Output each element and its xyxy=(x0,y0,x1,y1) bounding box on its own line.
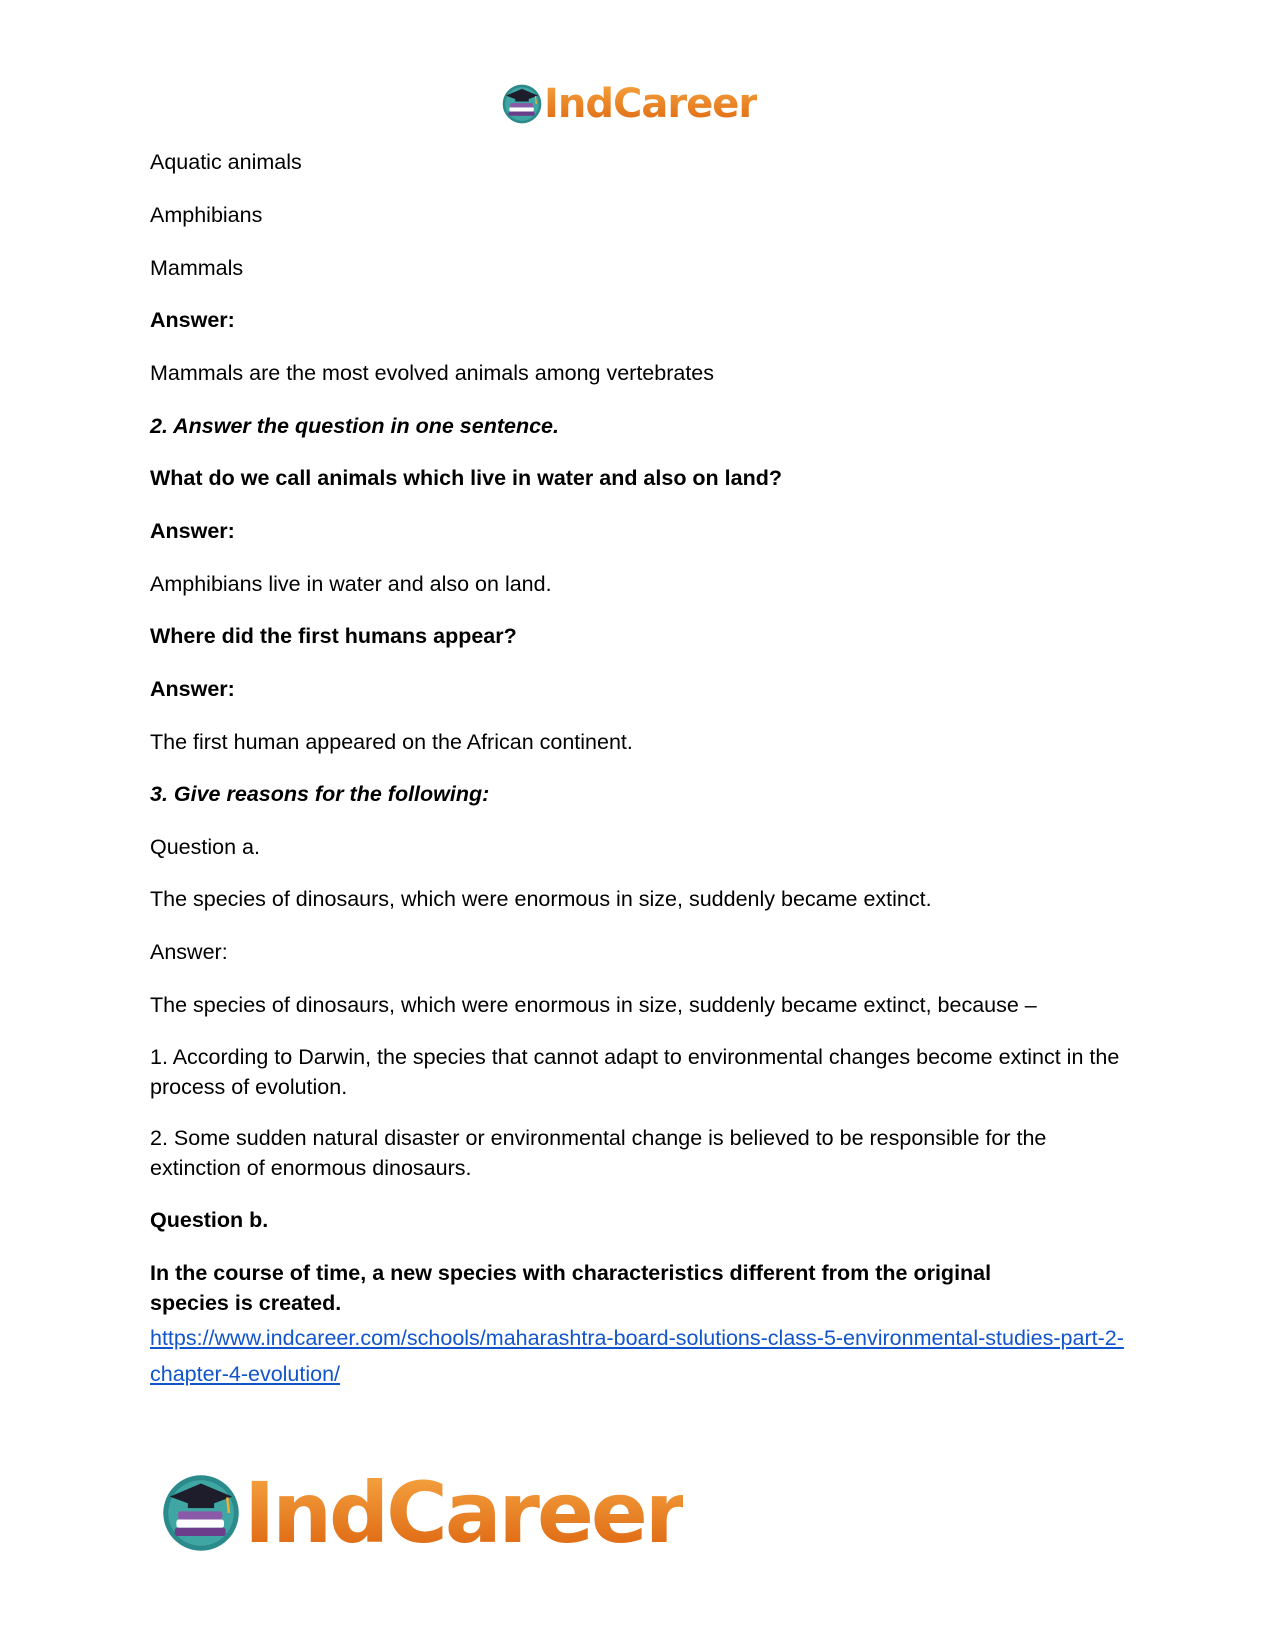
question-label: Question a. xyxy=(150,835,260,859)
question-text: Where did the first humans appear? xyxy=(150,624,517,648)
section-heading: 2. Answer the question in one sentence. xyxy=(150,414,559,438)
answer-label: Answer: xyxy=(150,308,235,332)
answer-text: Amphibians live in water and also on land. xyxy=(150,572,552,596)
answer-point: 1. According to Darwin, the species that cannot adapt to environmental changes become extinct in the process of evolution. xyxy=(150,1045,1120,1099)
option-aquatic-animals: Aquatic animals xyxy=(150,150,302,174)
option-mammals: Mammals xyxy=(150,256,244,280)
answer-text: The first human appeared on the African continent. xyxy=(150,730,633,754)
footer-logo xyxy=(160,1464,684,1562)
option-amphibians: Amphibians xyxy=(150,203,263,227)
graduation-cap-books-icon xyxy=(160,1472,242,1554)
question-text: What do we call animals which live in water and also on land? xyxy=(150,466,782,490)
header-logo xyxy=(501,80,757,128)
graduation-cap-books-icon xyxy=(501,83,543,125)
answer-label: Answer: xyxy=(150,940,228,964)
answer-label: Answer: xyxy=(150,677,235,701)
header-logo-text: IndCareer xyxy=(544,81,758,127)
question-text: The species of dinosaurs, which were enormous in size, suddenly became extinct. xyxy=(150,887,932,911)
section-heading: 3. Give reasons for the following: xyxy=(150,782,490,806)
answer-text: The species of dinosaurs, which were enormous in size, suddenly became extinct, because – xyxy=(150,993,1037,1017)
footer-logo-text: IndCareer xyxy=(244,1464,684,1562)
question-label: Question b. xyxy=(150,1208,269,1232)
question-text: In the course of time, a new species with characteristics different from the original species is created. xyxy=(150,1261,992,1315)
answer-text: Mammals are the most evolved animals among vertebrates xyxy=(150,361,715,385)
source-link[interactable]: https://www.indcareer.com/schools/maharashtra-board-solutions-class-5-environmental-studies-part-2-chapter-4-evolution/ xyxy=(150,1326,1124,1386)
answer-point: 2. Some sudden natural disaster or environmental change is believed to be responsible for the extinction of enormous dinosaurs. xyxy=(150,1126,1047,1180)
answer-label: Answer: xyxy=(150,519,235,543)
